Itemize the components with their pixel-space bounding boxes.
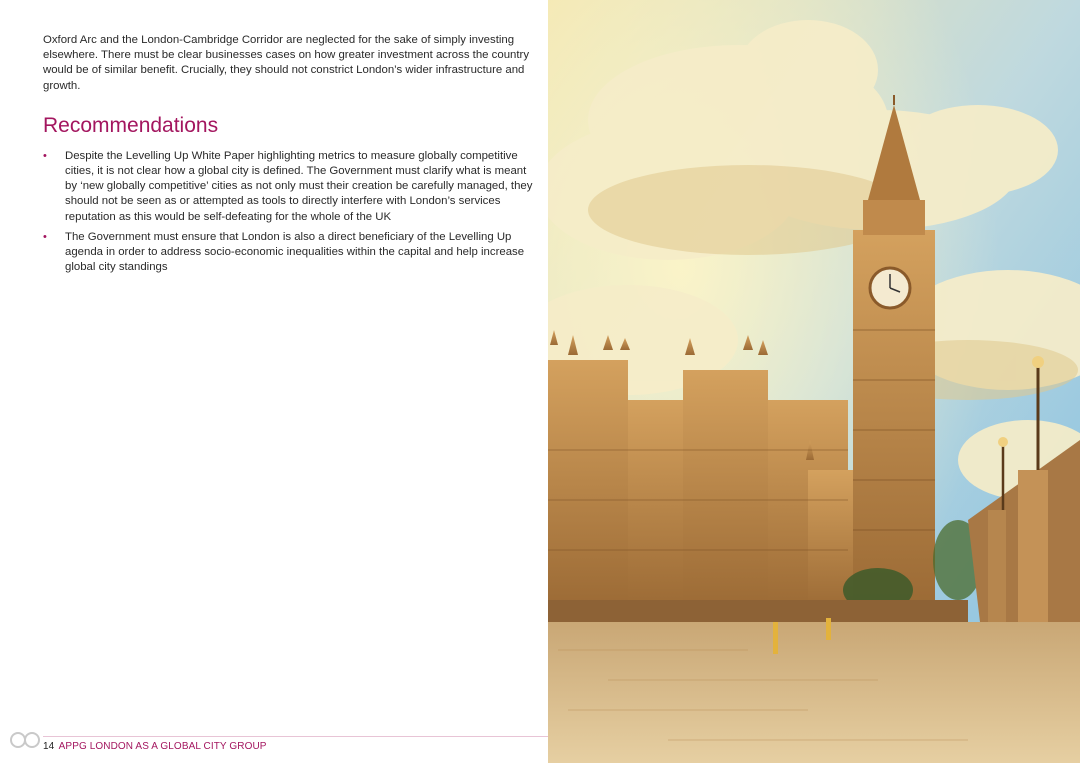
photo-illustration (548, 0, 1080, 763)
page-number: 14 (43, 741, 55, 752)
recommendations-list (43, 149, 533, 276)
westminster-photo (548, 0, 1080, 763)
bullet-icon: • (43, 149, 47, 162)
bullet-icon: • (43, 230, 47, 243)
intro-paragraph: Oxford Arc and the London-Cambridge Corridor are neglected for the sake of simply investing elsewhere. There must be clear businesses cases on how greater investment across the country would be of similar benefit. Crucially, they should not constrict London’s wider infrastructure and growth. (43, 34, 530, 92)
publication-title: APPG LONDON AS A GLOBAL CITY GROUP (58, 741, 267, 752)
recommendation-text: Despite the Levelling Up White Paper highlighting metrics to measure globally competitive cities, it is not clear how a global city is defined. The Government must clarify what is meant by ‘new globally competitive’ cities as not only must their creation be carefully managed, they should not be seen as or attempted as tools to directly interfere with London’s services reputation as this would be self-defeating for the whole of the UK (65, 149, 533, 223)
text-column (43, 33, 533, 280)
list-item (43, 230, 533, 276)
recommendation-text: The Government must ensure that London is also a direct beneficiary of the Levelling Up agenda in order to address socio-economic inequalities within the capital and help increase global city standings (65, 230, 525, 274)
watermark-logo-icon (8, 726, 148, 754)
list-item (43, 149, 533, 225)
recommendations-heading: Recommendations (43, 113, 219, 137)
